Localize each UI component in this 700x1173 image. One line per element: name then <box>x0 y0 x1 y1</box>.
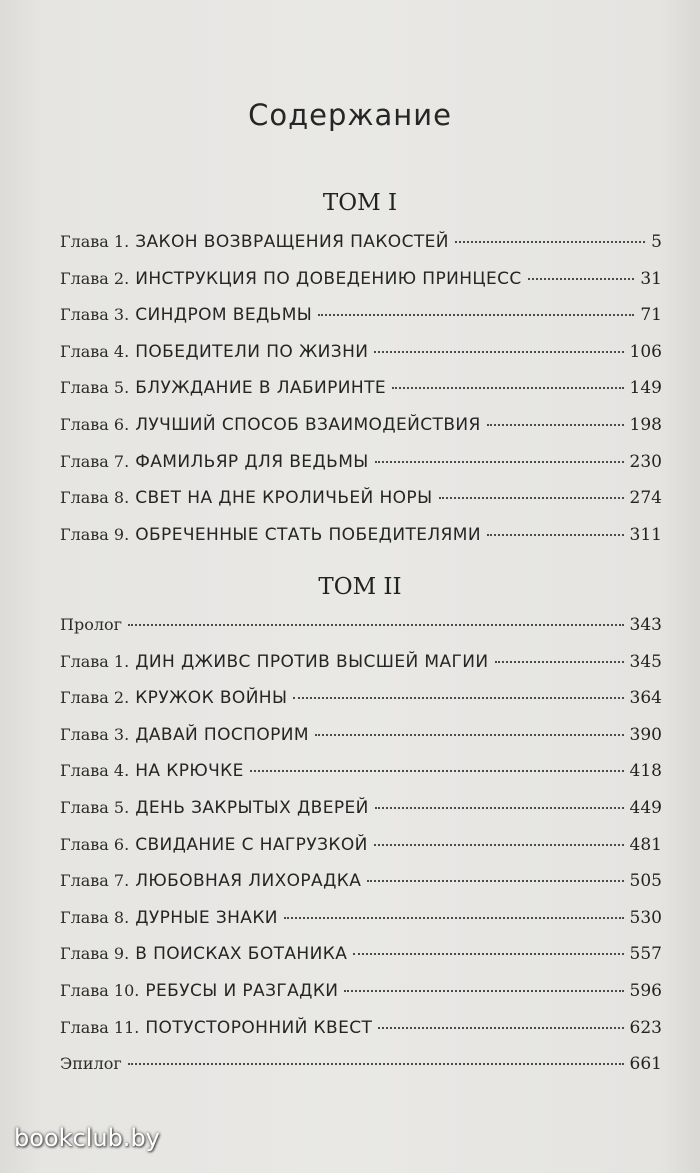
volume-2-toc <box>60 615 662 1091</box>
toc-entry <box>60 798 662 835</box>
toc-entry-chapter: Глава 11. <box>60 1017 140 1037</box>
toc-entry <box>60 488 662 525</box>
toc-entry-title: СВИДАНИЕ С НАГРУЗКОЙ <box>135 834 368 855</box>
toc-entry-title: ФАМИЛЬЯР ДЛЯ ВЕДЬМЫ <box>135 451 369 472</box>
toc-entry-page: 623 <box>629 1017 662 1038</box>
toc-entry-page: 596 <box>629 980 662 1001</box>
toc-entry-page: 71 <box>640 305 662 326</box>
toc-entry-page: 311 <box>629 524 662 545</box>
toc-entry <box>60 944 662 981</box>
toc-entry <box>60 305 662 342</box>
volume-2-heading: ТОМ II <box>318 574 402 600</box>
toc-entry-chapter: Глава 10. <box>60 980 140 1000</box>
toc-entry-title: ОБРЕЧЕННЫЕ СТАТЬ ПОБЕДИТЕЛЯМИ <box>135 524 481 545</box>
toc-entry-page: 198 <box>629 414 662 435</box>
toc-entry-title: ИНСТРУКЦИЯ ПО ДОВЕДЕНИЮ ПРИНЦЕСС <box>135 268 522 289</box>
toc-entry-page: 345 <box>629 651 662 672</box>
toc-entry <box>60 908 662 945</box>
toc-entry-title: В ПОИСКАХ БОТАНИКА <box>135 944 348 965</box>
toc-entry-title: ДАВАЙ ПОСПОРИМ <box>135 724 309 745</box>
toc-entry-title: ПОБЕДИТЕЛИ ПО ЖИЗНИ <box>135 341 369 362</box>
dot-leader <box>374 351 623 353</box>
toc-entry-page: 364 <box>629 688 662 709</box>
toc-entry-page: 149 <box>629 378 662 399</box>
dot-leader <box>128 1063 624 1065</box>
toc-entry-title: ЛЮБОВНАЯ ЛИХОРАДКА <box>135 871 362 892</box>
toc-entry <box>60 1018 662 1055</box>
toc-entry-chapter: Глава 1. <box>60 651 130 671</box>
toc-entry-chapter: Глава 2. <box>60 268 130 288</box>
toc-entry-chapter: Глава 6. <box>60 834 130 854</box>
toc-entry-chapter: Глава 4. <box>60 761 130 781</box>
toc-entry <box>60 835 662 872</box>
toc-entry-chapter: Глава 9. <box>60 524 130 544</box>
dot-leader <box>375 461 624 463</box>
watermark-text: bookclub.by <box>14 1124 160 1152</box>
toc-entry-chapter: Глава 4. <box>60 341 130 361</box>
toc-entry-page: 557 <box>629 944 662 965</box>
volume-1-heading: ТОМ I <box>322 190 398 216</box>
toc-entry-page: 418 <box>629 761 662 782</box>
toc-entry <box>60 652 662 689</box>
toc-entry <box>60 342 662 379</box>
toc-entry-page: 230 <box>629 451 662 472</box>
dot-leader <box>318 314 634 316</box>
toc-entry <box>60 415 662 452</box>
dot-leader <box>315 734 624 736</box>
toc-entry-title: РЕБУСЫ И РАЗГАДКИ <box>145 980 339 1001</box>
page-title: Содержание <box>248 98 452 132</box>
toc-entry-chapter: Глава 7. <box>60 451 130 471</box>
dot-leader <box>128 624 624 626</box>
toc-entry-chapter: Эпилог <box>60 1054 122 1074</box>
toc-entry-page: 449 <box>629 797 662 818</box>
toc-entry <box>60 688 662 725</box>
toc-entry-chapter: Глава 3. <box>60 724 130 744</box>
toc-entry-page: 343 <box>629 615 662 635</box>
dot-leader <box>392 387 624 389</box>
toc-entry-page: 106 <box>629 341 662 362</box>
dot-leader <box>367 880 623 882</box>
toc-entry-page: 505 <box>629 871 662 892</box>
toc-entry-title: КРУЖОК ВОЙНЫ <box>135 688 288 709</box>
toc-entry-chapter: Глава 9. <box>60 944 130 964</box>
toc-entry-title: ДЕНЬ ЗАКРЫТЫХ ДВЕРЕЙ <box>135 797 369 818</box>
toc-entry-page: 530 <box>629 907 662 928</box>
toc-entry-title: СВЕТ НА ДНЕ КРОЛИЧЬЕЙ НОРЫ <box>135 488 433 509</box>
toc-entry <box>60 525 662 562</box>
toc-entry-page: 274 <box>629 488 662 509</box>
toc-entry-chapter: Глава 8. <box>60 488 130 508</box>
toc-entry <box>60 761 662 798</box>
toc-entry-page: 661 <box>629 1054 662 1075</box>
toc-entry-page: 481 <box>629 834 662 855</box>
toc-entry <box>60 871 662 908</box>
toc-entry-chapter: Глава 8. <box>60 907 130 927</box>
dot-leader <box>455 241 645 243</box>
dot-leader <box>528 278 635 280</box>
toc-entry-title: ДУРНЫЕ ЗНАКИ <box>135 907 278 928</box>
dot-leader <box>487 534 624 536</box>
toc-entry-title: ПОТУСТОРОННИЙ КВЕСТ <box>145 1017 373 1038</box>
toc-entry-title: ЗАКОН ВОЗВРАЩЕНИЯ ПАКОСТЕЙ <box>135 232 449 252</box>
dot-leader <box>353 953 623 955</box>
toc-entry <box>60 378 662 415</box>
toc-entry-chapter: Глава 5. <box>60 378 130 398</box>
dot-leader <box>495 661 624 663</box>
dot-leader <box>284 917 624 919</box>
toc-entry-title: ДИН ДЖИВС ПРОТИВ ВЫСШЕЙ МАГИИ <box>135 651 489 672</box>
toc-entry-chapter: Глава 1. <box>60 232 130 251</box>
dot-leader <box>487 424 624 426</box>
toc-entry <box>60 269 662 306</box>
toc-entry-page: 31 <box>640 268 662 289</box>
toc-entry <box>60 725 662 762</box>
toc-entry-title: СИНДРОМ ВЕДЬМЫ <box>135 305 313 326</box>
toc-entry-page: 390 <box>629 724 662 745</box>
dot-leader <box>250 770 624 772</box>
volume-1-toc <box>60 232 662 561</box>
toc-entry-page: 5 <box>651 232 662 252</box>
dot-leader <box>293 697 623 699</box>
toc-entry <box>60 232 662 269</box>
toc-entry-chapter: Глава 6. <box>60 414 130 434</box>
toc-entry-title: НА КРЮЧКЕ <box>135 761 244 782</box>
dot-leader <box>344 990 623 992</box>
dot-leader <box>374 844 624 846</box>
toc-entry <box>60 981 662 1018</box>
dot-leader <box>439 497 624 499</box>
dot-leader <box>375 807 624 809</box>
toc-entry-title: ЛУЧШИЙ СПОСОБ ВЗАИМОДЕЙСТВИЯ <box>135 414 481 435</box>
toc-entry-chapter: Глава 2. <box>60 688 130 708</box>
toc-entry-title: БЛУЖДАНИЕ В ЛАБИРИНТЕ <box>135 378 387 399</box>
toc-entry-chapter: Глава 5. <box>60 797 130 817</box>
dot-leader <box>378 1027 623 1029</box>
toc-entry-chapter: Глава 3. <box>60 305 130 325</box>
toc-entry <box>60 1054 662 1091</box>
toc-entry-chapter: Пролог <box>60 615 123 634</box>
toc-entry-chapter: Глава 7. <box>60 871 130 891</box>
toc-entry <box>60 615 662 652</box>
toc-entry <box>60 452 662 489</box>
